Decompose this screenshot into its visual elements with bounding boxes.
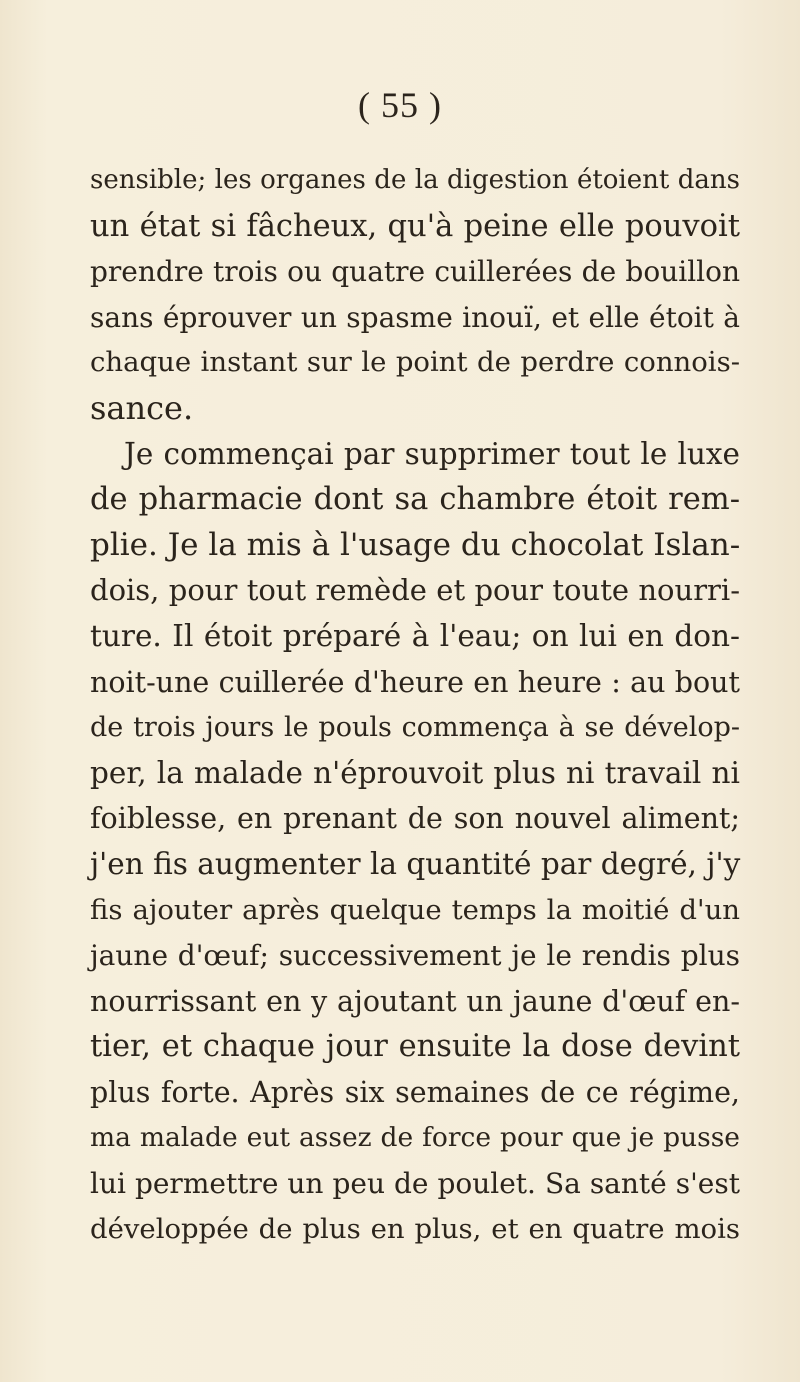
- text-line-4: sans éprouver un spasme inouï, et elle étoit à: [90, 300, 740, 334]
- text-line-11: ture. Il étoit préparé à l'eau; on lui en don-: [90, 618, 740, 653]
- text-line-23: lui permettre un peu de poulet. Sa santé s'est: [90, 1167, 740, 1201]
- text-line-19: nourrissant en y ajoutant un jaune d'œuf en-: [90, 984, 740, 1018]
- text-line-7: Je commençai par supprimer tout le luxe: [124, 436, 740, 471]
- body-text: [90, 158, 740, 1252]
- page-number: ( 55 ): [358, 85, 442, 125]
- text-line-1: sensible; les organes de la digestion étoient dans: [90, 165, 740, 195]
- text-line-13: de trois jours le pouls commença à se dévelop-: [90, 712, 740, 744]
- text-line-8: de pharmacie dont sa chambre étoit rem-: [90, 482, 740, 518]
- text-line-14: per, la malade n'éprouvoit plus ni travail ni: [90, 755, 740, 790]
- text-line-5: chaque instant sur le point de perdre connois-: [90, 346, 740, 379]
- text-line-12: noit-une cuillerée d'heure en heure : au bout: [90, 665, 740, 699]
- text-line-21: plus forte. Après six semaines de ce régime,: [90, 1075, 740, 1109]
- text-line-18: jaune d'œuf; successivement je le rendis plus: [90, 939, 740, 973]
- text-line-24: développée de plus en plus, et en quatre mois: [90, 1212, 740, 1245]
- text-line-3: prendre trois ou quatre cuillerées de bouillon: [90, 255, 740, 289]
- text-line-6: sance.: [90, 388, 194, 427]
- text-line-15: foiblesse, en prenant de son nouvel aliment;: [90, 802, 740, 836]
- text-line-9: plie. Je la mis à l'usage du chocolat Islan-: [90, 526, 741, 563]
- text-line-22: ma malade eut assez de force pour que je pusse: [90, 1122, 740, 1154]
- text-line-10: dois, pour tout remède et pour toute nourri-: [90, 573, 740, 608]
- text-line-2: un état si fâcheux, qu'à peine elle pouvoit: [90, 208, 740, 244]
- text-line-17: fis ajouter après quelque temps la moitié d'un: [90, 893, 740, 926]
- text-line-16: j'en fis augmenter la quantité par degré, j'y: [90, 846, 741, 881]
- text-line-20: tier, et chaque jour ensuite la dose devint: [90, 1029, 740, 1065]
